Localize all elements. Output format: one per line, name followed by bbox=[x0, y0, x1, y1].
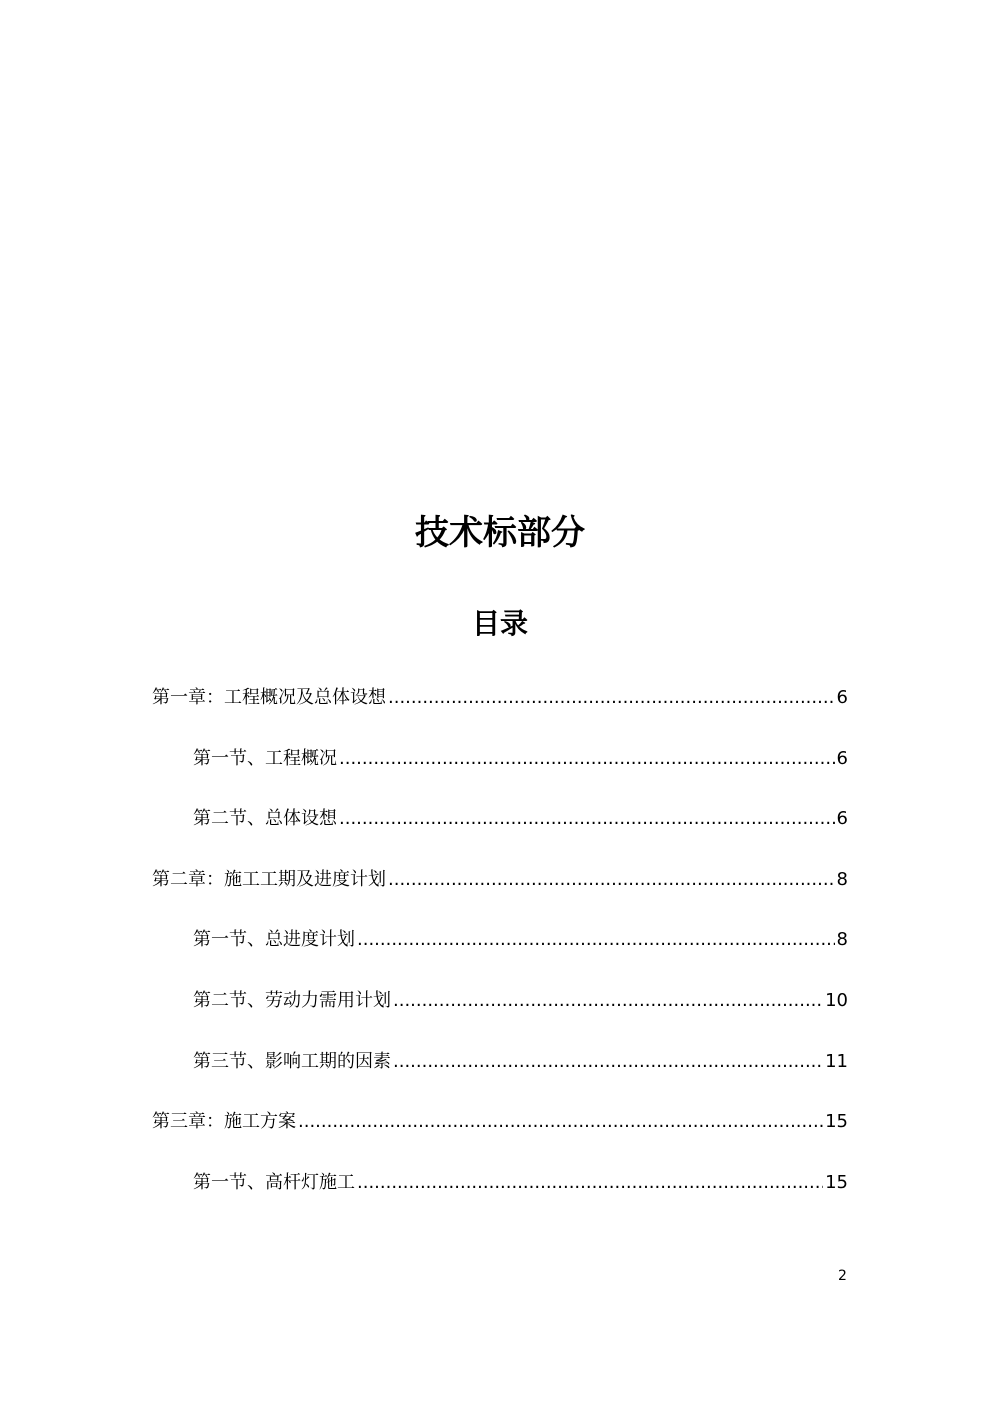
toc-leader-dots bbox=[357, 929, 835, 950]
toc-heading: 目录 bbox=[471, 607, 528, 640]
toc-leader-dots bbox=[339, 808, 835, 829]
toc-entry-page: 11 bbox=[825, 1050, 848, 1072]
toc-leader-dots bbox=[393, 990, 823, 1011]
toc-entry-page: 8 bbox=[836, 929, 848, 951]
table-of-contents bbox=[152, 683, 848, 1228]
toc-entry-page: 10 bbox=[825, 989, 848, 1011]
document-title: 技术标部分 bbox=[415, 513, 585, 553]
toc-entry[interactable] bbox=[152, 1047, 848, 1108]
toc-entry-label: 第一节、高杆灯施工 bbox=[193, 1171, 355, 1193]
toc-entry-label: 第一节、工程概况 bbox=[193, 747, 337, 769]
toc-entry-label: 第三节、影响工期的因素 bbox=[193, 1050, 391, 1072]
toc-entry[interactable] bbox=[152, 986, 848, 1047]
toc-entry-page: 6 bbox=[836, 687, 848, 708]
toc-leader-dots bbox=[388, 687, 835, 708]
toc-entry-page: 8 bbox=[836, 868, 848, 890]
toc-entry[interactable] bbox=[152, 1107, 848, 1168]
toc-entry-page: 15 bbox=[825, 1171, 848, 1193]
toc-leader-dots bbox=[393, 1051, 823, 1072]
toc-leader-dots bbox=[339, 748, 835, 769]
toc-entry-label: 第一节、总进度计划 bbox=[193, 929, 355, 951]
toc-entry-page: 15 bbox=[825, 1111, 848, 1133]
toc-entry-label: 第三章：施工方案 bbox=[152, 1111, 296, 1133]
toc-leader-dots bbox=[298, 1111, 823, 1132]
toc-entry-label: 第二节、劳动力需用计划 bbox=[193, 989, 391, 1011]
toc-entry[interactable] bbox=[152, 683, 848, 744]
page-number: 2 bbox=[838, 1268, 847, 1284]
toc-entry-label: 第二节、总体设想 bbox=[193, 808, 337, 830]
toc-entry[interactable] bbox=[152, 1168, 848, 1229]
toc-entry[interactable] bbox=[152, 744, 848, 805]
toc-entry-page: 6 bbox=[836, 808, 848, 830]
toc-entry-label: 第一章：工程概况及总体设想 bbox=[152, 687, 386, 708]
toc-entry-label: 第二章：施工工期及进度计划 bbox=[152, 868, 386, 890]
toc-entry[interactable] bbox=[152, 865, 848, 926]
toc-entry[interactable] bbox=[152, 925, 848, 986]
toc-entry-page: 6 bbox=[836, 747, 848, 769]
toc-leader-dots bbox=[388, 869, 835, 890]
toc-entry[interactable] bbox=[152, 804, 848, 865]
toc-leader-dots bbox=[357, 1172, 823, 1193]
